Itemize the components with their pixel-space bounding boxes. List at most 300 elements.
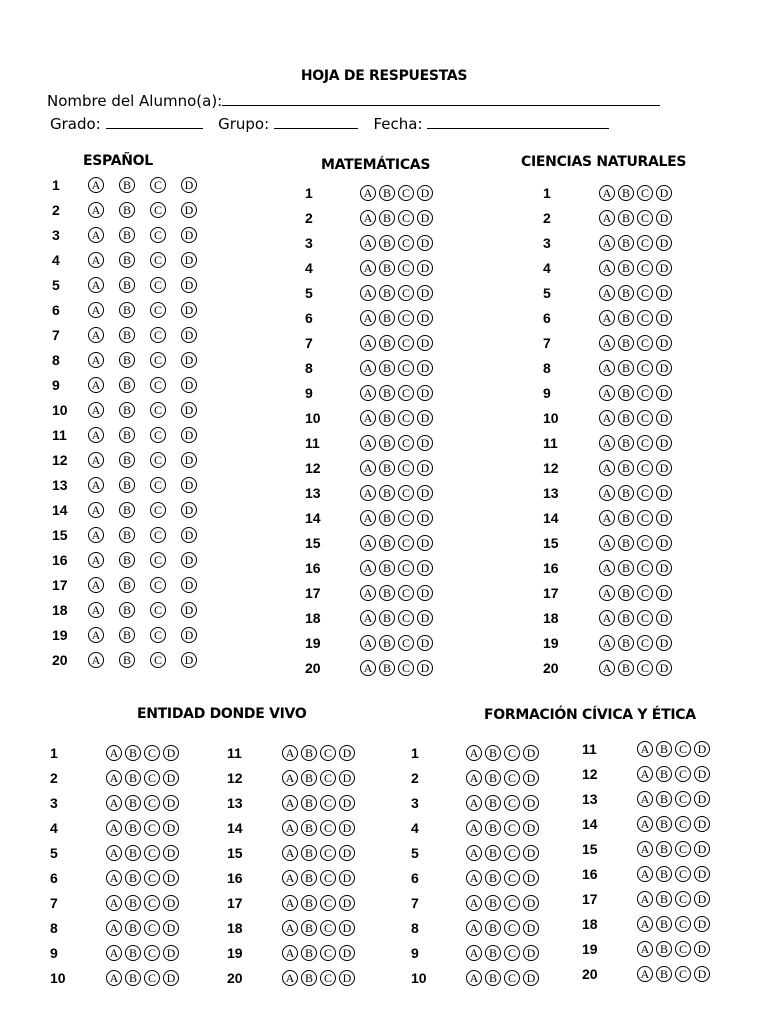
answer-bubble-c[interactable]: C — [320, 770, 336, 786]
answer-bubble-c[interactable]: C — [637, 185, 653, 201]
answer-bubble-b[interactable]: B — [301, 820, 317, 836]
answer-bubble-b[interactable]: B — [301, 845, 317, 861]
answer-bubble-a[interactable]: A — [599, 585, 615, 601]
answer-bubble-b[interactable]: B — [119, 427, 135, 443]
answer-bubble-d[interactable]: D — [656, 360, 672, 376]
answer-bubble-a[interactable]: A — [599, 535, 615, 551]
answer-bubble-d[interactable]: D — [656, 635, 672, 651]
answer-bubble-d[interactable]: D — [417, 310, 433, 326]
answer-bubble-d[interactable]: D — [656, 610, 672, 626]
answer-bubble-c[interactable]: C — [637, 360, 653, 376]
answer-bubble-a[interactable]: A — [360, 535, 376, 551]
answer-bubble-a[interactable]: A — [637, 891, 653, 907]
answer-bubble-c[interactable]: C — [675, 816, 691, 832]
answer-bubble-a[interactable]: A — [360, 360, 376, 376]
answer-bubble-d[interactable]: D — [417, 335, 433, 351]
answer-bubble-c[interactable]: C — [320, 845, 336, 861]
answer-bubble-a[interactable]: A — [106, 870, 122, 886]
answer-bubble-d[interactable]: D — [417, 460, 433, 476]
answer-bubble-a[interactable]: A — [599, 435, 615, 451]
answer-bubble-d[interactable]: D — [181, 627, 197, 643]
answer-bubble-a[interactable]: A — [360, 410, 376, 426]
answer-bubble-c[interactable]: C — [398, 335, 414, 351]
answer-bubble-c[interactable]: C — [398, 635, 414, 651]
answer-bubble-d[interactable]: D — [181, 227, 197, 243]
answer-bubble-a[interactable]: A — [466, 795, 482, 811]
answer-bubble-b[interactable]: B — [656, 791, 672, 807]
answer-bubble-b[interactable]: B — [656, 941, 672, 957]
answer-bubble-c[interactable]: C — [150, 527, 166, 543]
answer-bubble-d[interactable]: D — [181, 302, 197, 318]
answer-bubble-d[interactable]: D — [181, 427, 197, 443]
answer-bubble-c[interactable]: C — [144, 895, 160, 911]
answer-bubble-a[interactable]: A — [88, 452, 104, 468]
answer-bubble-a[interactable]: A — [637, 966, 653, 982]
answer-bubble-c[interactable]: C — [398, 585, 414, 601]
answer-bubble-c[interactable]: C — [675, 891, 691, 907]
name-field[interactable] — [222, 91, 660, 106]
answer-bubble-b[interactable]: B — [618, 560, 634, 576]
answer-bubble-d[interactable]: D — [417, 635, 433, 651]
answer-bubble-b[interactable]: B — [125, 795, 141, 811]
answer-bubble-b[interactable]: B — [379, 610, 395, 626]
answer-bubble-b[interactable]: B — [119, 327, 135, 343]
answer-bubble-b[interactable]: B — [618, 535, 634, 551]
answer-bubble-c[interactable]: C — [398, 385, 414, 401]
answer-bubble-b[interactable]: B — [618, 460, 634, 476]
answer-bubble-d[interactable]: D — [656, 235, 672, 251]
answer-bubble-d[interactable]: D — [181, 377, 197, 393]
answer-bubble-a[interactable]: A — [637, 741, 653, 757]
answer-bubble-b[interactable]: B — [618, 335, 634, 351]
answer-bubble-c[interactable]: C — [150, 327, 166, 343]
answer-bubble-b[interactable]: B — [485, 920, 501, 936]
answer-bubble-b[interactable]: B — [485, 945, 501, 961]
answer-bubble-d[interactable]: D — [339, 970, 355, 986]
answer-bubble-a[interactable]: A — [466, 770, 482, 786]
answer-bubble-a[interactable]: A — [360, 185, 376, 201]
answer-bubble-b[interactable]: B — [485, 820, 501, 836]
answer-bubble-c[interactable]: C — [504, 970, 520, 986]
answer-bubble-d[interactable]: D — [417, 210, 433, 226]
answer-bubble-c[interactable]: C — [150, 252, 166, 268]
answer-bubble-a[interactable]: A — [466, 870, 482, 886]
answer-bubble-d[interactable]: D — [163, 895, 179, 911]
answer-bubble-b[interactable]: B — [656, 816, 672, 832]
answer-bubble-c[interactable]: C — [150, 202, 166, 218]
answer-bubble-b[interactable]: B — [119, 402, 135, 418]
answer-bubble-b[interactable]: B — [125, 920, 141, 936]
answer-bubble-b[interactable]: B — [125, 970, 141, 986]
answer-bubble-a[interactable]: A — [599, 185, 615, 201]
answer-bubble-a[interactable]: A — [88, 402, 104, 418]
answer-bubble-b[interactable]: B — [119, 277, 135, 293]
answer-bubble-c[interactable]: C — [398, 360, 414, 376]
answer-bubble-d[interactable]: D — [656, 435, 672, 451]
answer-bubble-d[interactable]: D — [656, 310, 672, 326]
answer-bubble-b[interactable]: B — [656, 741, 672, 757]
answer-bubble-c[interactable]: C — [150, 377, 166, 393]
answer-bubble-d[interactable]: D — [417, 535, 433, 551]
answer-bubble-d[interactable]: D — [339, 845, 355, 861]
answer-bubble-a[interactable]: A — [360, 610, 376, 626]
answer-bubble-b[interactable]: B — [379, 535, 395, 551]
answer-bubble-d[interactable]: D — [417, 385, 433, 401]
answer-bubble-d[interactable]: D — [181, 202, 197, 218]
answer-bubble-d[interactable]: D — [181, 177, 197, 193]
answer-bubble-d[interactable]: D — [694, 916, 710, 932]
answer-bubble-c[interactable]: C — [504, 845, 520, 861]
answer-bubble-b[interactable]: B — [485, 970, 501, 986]
answer-bubble-b[interactable]: B — [618, 185, 634, 201]
answer-bubble-d[interactable]: D — [163, 870, 179, 886]
answer-bubble-c[interactable]: C — [637, 285, 653, 301]
answer-bubble-d[interactable]: D — [339, 795, 355, 811]
answer-bubble-b[interactable]: B — [618, 210, 634, 226]
answer-bubble-d[interactable]: D — [181, 352, 197, 368]
answer-bubble-a[interactable]: A — [282, 970, 298, 986]
answer-bubble-a[interactable]: A — [360, 210, 376, 226]
answer-bubble-b[interactable]: B — [301, 870, 317, 886]
answer-bubble-b[interactable]: B — [379, 410, 395, 426]
answer-bubble-a[interactable]: A — [282, 920, 298, 936]
answer-bubble-a[interactable]: A — [599, 335, 615, 351]
answer-bubble-b[interactable]: B — [656, 966, 672, 982]
answer-bubble-a[interactable]: A — [282, 745, 298, 761]
answer-bubble-d[interactable]: D — [417, 660, 433, 676]
answer-bubble-c[interactable]: C — [504, 770, 520, 786]
answer-bubble-b[interactable]: B — [656, 766, 672, 782]
answer-bubble-d[interactable]: D — [694, 741, 710, 757]
answer-bubble-d[interactable]: D — [694, 841, 710, 857]
answer-bubble-b[interactable]: B — [119, 477, 135, 493]
answer-bubble-d[interactable]: D — [417, 260, 433, 276]
answer-bubble-a[interactable]: A — [106, 945, 122, 961]
answer-bubble-c[interactable]: C — [150, 552, 166, 568]
answer-bubble-d[interactable]: D — [694, 816, 710, 832]
answer-bubble-b[interactable]: B — [379, 260, 395, 276]
answer-bubble-b[interactable]: B — [656, 841, 672, 857]
answer-bubble-b[interactable]: B — [379, 335, 395, 351]
answer-bubble-b[interactable]: B — [301, 970, 317, 986]
answer-bubble-c[interactable]: C — [637, 210, 653, 226]
answer-bubble-d[interactable]: D — [523, 770, 539, 786]
answer-bubble-d[interactable]: D — [656, 460, 672, 476]
answer-bubble-a[interactable]: A — [599, 310, 615, 326]
answer-bubble-d[interactable]: D — [417, 235, 433, 251]
answer-bubble-a[interactable]: A — [637, 766, 653, 782]
answer-bubble-b[interactable]: B — [485, 795, 501, 811]
answer-bubble-b[interactable]: B — [485, 895, 501, 911]
answer-bubble-a[interactable]: A — [466, 820, 482, 836]
answer-bubble-a[interactable]: A — [599, 635, 615, 651]
answer-bubble-a[interactable]: A — [360, 660, 376, 676]
answer-bubble-c[interactable]: C — [398, 185, 414, 201]
answer-bubble-c[interactable]: C — [150, 502, 166, 518]
answer-bubble-a[interactable]: A — [360, 385, 376, 401]
answer-bubble-b[interactable]: B — [379, 635, 395, 651]
answer-bubble-a[interactable]: A — [360, 435, 376, 451]
answer-bubble-b[interactable]: B — [119, 227, 135, 243]
answer-bubble-c[interactable]: C — [637, 235, 653, 251]
answer-bubble-c[interactable]: C — [504, 895, 520, 911]
answer-bubble-b[interactable]: B — [618, 635, 634, 651]
answer-bubble-c[interactable]: C — [144, 920, 160, 936]
answer-bubble-a[interactable]: A — [106, 895, 122, 911]
answer-bubble-a[interactable]: A — [106, 970, 122, 986]
answer-bubble-d[interactable]: D — [417, 610, 433, 626]
answer-bubble-a[interactable]: A — [88, 227, 104, 243]
answer-bubble-b[interactable]: B — [119, 352, 135, 368]
answer-bubble-d[interactable]: D — [694, 966, 710, 982]
answer-bubble-c[interactable]: C — [637, 585, 653, 601]
answer-bubble-d[interactable]: D — [656, 285, 672, 301]
answer-bubble-a[interactable]: A — [466, 845, 482, 861]
answer-bubble-c[interactable]: C — [637, 560, 653, 576]
answer-bubble-c[interactable]: C — [398, 260, 414, 276]
answer-bubble-d[interactable]: D — [163, 920, 179, 936]
answer-bubble-d[interactable]: D — [417, 285, 433, 301]
answer-bubble-b[interactable]: B — [379, 285, 395, 301]
answer-bubble-c[interactable]: C — [150, 602, 166, 618]
answer-bubble-d[interactable]: D — [417, 435, 433, 451]
answer-bubble-a[interactable]: A — [360, 635, 376, 651]
answer-bubble-a[interactable]: A — [106, 745, 122, 761]
answer-bubble-a[interactable]: A — [88, 602, 104, 618]
answer-bubble-a[interactable]: A — [360, 485, 376, 501]
answer-bubble-c[interactable]: C — [637, 660, 653, 676]
answer-bubble-b[interactable]: B — [301, 895, 317, 911]
answer-bubble-a[interactable]: A — [106, 920, 122, 936]
answer-bubble-a[interactable]: A — [282, 945, 298, 961]
answer-bubble-c[interactable]: C — [398, 435, 414, 451]
answer-bubble-b[interactable]: B — [656, 866, 672, 882]
answer-bubble-a[interactable]: A — [599, 210, 615, 226]
answer-bubble-c[interactable]: C — [637, 485, 653, 501]
answer-bubble-a[interactable]: A — [282, 845, 298, 861]
answer-bubble-a[interactable]: A — [466, 895, 482, 911]
answer-bubble-b[interactable]: B — [618, 485, 634, 501]
answer-bubble-b[interactable]: B — [618, 285, 634, 301]
answer-bubble-c[interactable]: C — [637, 635, 653, 651]
answer-bubble-b[interactable]: B — [379, 210, 395, 226]
answer-bubble-b[interactable]: B — [125, 945, 141, 961]
answer-bubble-b[interactable]: B — [119, 502, 135, 518]
answer-bubble-c[interactable]: C — [675, 741, 691, 757]
answer-bubble-c[interactable]: C — [398, 460, 414, 476]
answer-bubble-c[interactable]: C — [144, 795, 160, 811]
answer-bubble-b[interactable]: B — [618, 660, 634, 676]
answer-bubble-d[interactable]: D — [656, 560, 672, 576]
answer-bubble-d[interactable]: D — [523, 820, 539, 836]
answer-bubble-b[interactable]: B — [119, 602, 135, 618]
answer-bubble-c[interactable]: C — [398, 285, 414, 301]
answer-bubble-b[interactable]: B — [379, 485, 395, 501]
answer-bubble-a[interactable]: A — [106, 820, 122, 836]
answer-bubble-b[interactable]: B — [379, 435, 395, 451]
answer-bubble-c[interactable]: C — [637, 410, 653, 426]
answer-bubble-c[interactable]: C — [150, 652, 166, 668]
answer-bubble-c[interactable]: C — [398, 210, 414, 226]
answer-bubble-b[interactable]: B — [119, 552, 135, 568]
answer-bubble-c[interactable]: C — [637, 460, 653, 476]
answer-bubble-d[interactable]: D — [417, 410, 433, 426]
answer-bubble-a[interactable]: A — [106, 770, 122, 786]
answer-bubble-a[interactable]: A — [360, 310, 376, 326]
answer-bubble-d[interactable]: D — [163, 845, 179, 861]
answer-bubble-a[interactable]: A — [360, 510, 376, 526]
answer-bubble-a[interactable]: A — [360, 285, 376, 301]
answer-bubble-d[interactable]: D — [417, 360, 433, 376]
answer-bubble-d[interactable]: D — [163, 820, 179, 836]
answer-bubble-c[interactable]: C — [637, 310, 653, 326]
answer-bubble-c[interactable]: C — [637, 610, 653, 626]
answer-bubble-d[interactable]: D — [656, 660, 672, 676]
answer-bubble-c[interactable]: C — [320, 895, 336, 911]
answer-bubble-c[interactable]: C — [144, 870, 160, 886]
answer-bubble-b[interactable]: B — [379, 660, 395, 676]
answer-bubble-d[interactable]: D — [339, 945, 355, 961]
answer-bubble-c[interactable]: C — [150, 177, 166, 193]
answer-bubble-d[interactable]: D — [417, 485, 433, 501]
answer-bubble-c[interactable]: C — [150, 452, 166, 468]
answer-bubble-d[interactable]: D — [181, 502, 197, 518]
answer-bubble-d[interactable]: D — [656, 585, 672, 601]
answer-bubble-a[interactable]: A — [466, 745, 482, 761]
answer-bubble-c[interactable]: C — [320, 795, 336, 811]
answer-bubble-b[interactable]: B — [485, 845, 501, 861]
answer-bubble-d[interactable]: D — [339, 820, 355, 836]
answer-bubble-a[interactable]: A — [360, 335, 376, 351]
answer-bubble-a[interactable]: A — [88, 202, 104, 218]
answer-bubble-d[interactable]: D — [181, 277, 197, 293]
answer-bubble-b[interactable]: B — [485, 745, 501, 761]
answer-bubble-c[interactable]: C — [144, 970, 160, 986]
answer-bubble-c[interactable]: C — [504, 745, 520, 761]
answer-bubble-d[interactable]: D — [181, 552, 197, 568]
answer-bubble-b[interactable]: B — [119, 177, 135, 193]
answer-bubble-a[interactable]: A — [637, 941, 653, 957]
answer-bubble-d[interactable]: D — [523, 945, 539, 961]
answer-bubble-a[interactable]: A — [466, 920, 482, 936]
answer-bubble-a[interactable]: A — [88, 277, 104, 293]
group-field[interactable] — [274, 114, 358, 129]
answer-bubble-b[interactable]: B — [119, 627, 135, 643]
answer-bubble-a[interactable]: A — [637, 816, 653, 832]
answer-bubble-b[interactable]: B — [618, 585, 634, 601]
answer-bubble-c[interactable]: C — [675, 941, 691, 957]
answer-bubble-a[interactable]: A — [466, 970, 482, 986]
answer-bubble-b[interactable]: B — [379, 585, 395, 601]
answer-bubble-c[interactable]: C — [675, 866, 691, 882]
answer-bubble-d[interactable]: D — [181, 577, 197, 593]
answer-bubble-a[interactable]: A — [599, 260, 615, 276]
answer-bubble-a[interactable]: A — [360, 585, 376, 601]
answer-bubble-d[interactable]: D — [694, 866, 710, 882]
answer-bubble-b[interactable]: B — [125, 870, 141, 886]
answer-bubble-d[interactable]: D — [523, 895, 539, 911]
answer-bubble-d[interactable]: D — [656, 410, 672, 426]
answer-bubble-c[interactable]: C — [320, 920, 336, 936]
answer-bubble-d[interactable]: D — [181, 327, 197, 343]
answer-bubble-b[interactable]: B — [119, 577, 135, 593]
answer-bubble-b[interactable]: B — [618, 260, 634, 276]
answer-bubble-a[interactable]: A — [88, 427, 104, 443]
answer-bubble-d[interactable]: D — [694, 891, 710, 907]
answer-bubble-c[interactable]: C — [144, 820, 160, 836]
answer-bubble-b[interactable]: B — [618, 410, 634, 426]
answer-bubble-a[interactable]: A — [88, 252, 104, 268]
answer-bubble-d[interactable]: D — [523, 845, 539, 861]
answer-bubble-a[interactable]: A — [88, 577, 104, 593]
answer-bubble-d[interactable]: D — [694, 791, 710, 807]
answer-bubble-c[interactable]: C — [504, 820, 520, 836]
answer-bubble-d[interactable]: D — [656, 385, 672, 401]
answer-bubble-b[interactable]: B — [119, 652, 135, 668]
answer-bubble-b[interactable]: B — [125, 845, 141, 861]
answer-bubble-c[interactable]: C — [150, 577, 166, 593]
answer-bubble-a[interactable]: A — [599, 610, 615, 626]
answer-bubble-c[interactable]: C — [675, 791, 691, 807]
answer-bubble-c[interactable]: C — [320, 745, 336, 761]
answer-bubble-d[interactable]: D — [656, 185, 672, 201]
answer-bubble-b[interactable]: B — [379, 360, 395, 376]
answer-bubble-c[interactable]: C — [320, 820, 336, 836]
answer-bubble-a[interactable]: A — [282, 895, 298, 911]
answer-bubble-c[interactable]: C — [398, 560, 414, 576]
answer-bubble-c[interactable]: C — [150, 477, 166, 493]
answer-bubble-c[interactable]: C — [398, 410, 414, 426]
answer-bubble-d[interactable]: D — [181, 402, 197, 418]
answer-bubble-a[interactable]: A — [88, 352, 104, 368]
answer-bubble-c[interactable]: C — [637, 335, 653, 351]
answer-bubble-b[interactable]: B — [485, 770, 501, 786]
answer-bubble-d[interactable]: D — [523, 970, 539, 986]
answer-bubble-b[interactable]: B — [379, 510, 395, 526]
answer-bubble-a[interactable]: A — [599, 360, 615, 376]
answer-bubble-c[interactable]: C — [144, 745, 160, 761]
answer-bubble-c[interactable]: C — [675, 916, 691, 932]
answer-bubble-b[interactable]: B — [379, 235, 395, 251]
answer-bubble-d[interactable]: D — [181, 652, 197, 668]
answer-bubble-d[interactable]: D — [181, 452, 197, 468]
answer-bubble-c[interactable]: C — [150, 427, 166, 443]
answer-bubble-a[interactable]: A — [637, 866, 653, 882]
answer-bubble-a[interactable]: A — [282, 820, 298, 836]
answer-bubble-a[interactable]: A — [360, 560, 376, 576]
answer-bubble-c[interactable]: C — [504, 870, 520, 886]
answer-bubble-d[interactable]: D — [656, 335, 672, 351]
answer-bubble-a[interactable]: A — [88, 377, 104, 393]
answer-bubble-c[interactable]: C — [398, 660, 414, 676]
answer-bubble-c[interactable]: C — [150, 277, 166, 293]
answer-bubble-a[interactable]: A — [282, 870, 298, 886]
answer-bubble-a[interactable]: A — [360, 460, 376, 476]
answer-bubble-c[interactable]: C — [144, 945, 160, 961]
grade-field[interactable] — [106, 114, 203, 129]
answer-bubble-b[interactable]: B — [119, 527, 135, 543]
answer-bubble-b[interactable]: B — [301, 945, 317, 961]
answer-bubble-a[interactable]: A — [88, 302, 104, 318]
answer-bubble-d[interactable]: D — [163, 970, 179, 986]
answer-bubble-c[interactable]: C — [398, 535, 414, 551]
answer-bubble-d[interactable]: D — [339, 745, 355, 761]
answer-bubble-b[interactable]: B — [656, 916, 672, 932]
answer-bubble-b[interactable]: B — [379, 310, 395, 326]
answer-bubble-a[interactable]: A — [599, 510, 615, 526]
answer-bubble-d[interactable]: D — [523, 745, 539, 761]
answer-bubble-b[interactable]: B — [618, 385, 634, 401]
